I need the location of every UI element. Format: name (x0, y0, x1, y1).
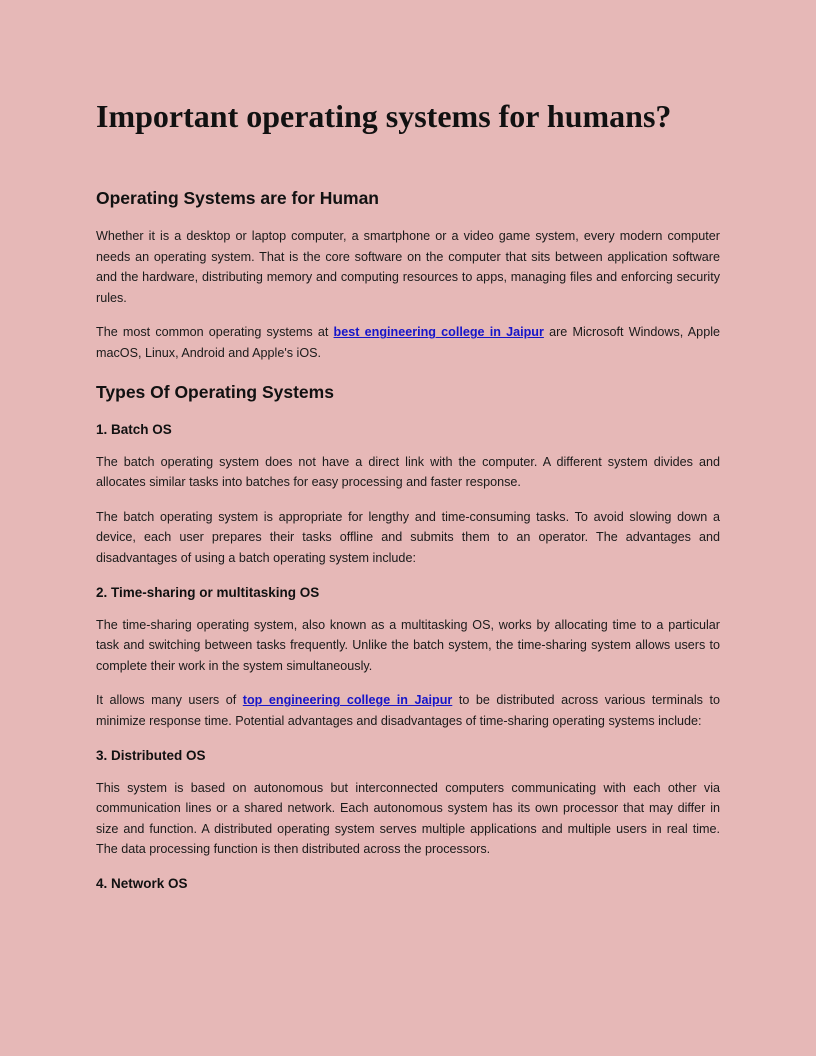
top-engineering-college-link[interactable]: top engineering college in Jaipur (242, 693, 453, 708)
section-heading-intro: Operating Systems are for Human (96, 188, 379, 208)
section-heading-types: Types Of Operating Systems (96, 381, 334, 402)
intro-paragraph-2-text-before: The most common operating systems at (96, 325, 334, 340)
time-sharing-paragraph-1: The time-sharing operating system, also known as a multitasking OS, works by allocating time to a particular task and switching between tasks frequently. Unlike the batch system, the time-sharing system allows users to complete their work in the system simultaneously. (96, 617, 720, 673)
time-sharing-paragraph-2-text-before: It allows many users of (96, 693, 243, 708)
subheading-network-os: 4. Network OS (96, 875, 188, 891)
intro-paragraph-2 (96, 322, 720, 363)
time-sharing-paragraph-2 (96, 690, 720, 731)
document-title: Important operating systems for humans? (96, 98, 672, 134)
subheading-batch-os: 1. Batch OS (96, 421, 172, 437)
distributed-paragraph-1: This system is based on autonomous but interconnected computers communicating with each other via communication lines or a shared network. Each autonomous system has its own processor that may differ in size and function. A distributed operating system serves multiple applications and multiple users in real time. The data processing function is then distributed across the processors. (96, 780, 720, 857)
intro-paragraph-2-text-after: are Microsoft Windows, Apple macOS, Linux, Android and Apple's iOS. (96, 325, 720, 360)
subheading-time-sharing-os: 2. Time-sharing or multitasking OS (96, 584, 320, 600)
batch-paragraph-2: The batch operating system is appropriate for lengthy and time-consuming tasks. To avoid slowing down a device, each user prepares their tasks offline and submits them to an operator. The advantages and disadvantages of using a batch operating system include: (96, 509, 720, 565)
intro-paragraph-1: Whether it is a desktop or laptop computer, a smartphone or a video game system, every modern computer needs an operating system. That is the core software on the computer that sits between application software and the hardware, distributing memory and computing resources to apps, managing files and enforcing security rules. (96, 229, 720, 305)
time-sharing-paragraph-2-text-after: to be distributed across various terminals to minimize response time. Potential advantages and disadvantages of time-sharing operating systems include: (96, 693, 720, 728)
best-engineering-college-link[interactable]: best engineering college in Jaipur (333, 325, 544, 340)
batch-paragraph-1: The batch operating system does not have a direct link with the computer. A different system divides and allocates similar tasks into batches for easy processing and faster response. (96, 454, 720, 490)
document-body (96, 184, 720, 906)
subheading-distributed-os: 3. Distributed OS (96, 747, 206, 763)
